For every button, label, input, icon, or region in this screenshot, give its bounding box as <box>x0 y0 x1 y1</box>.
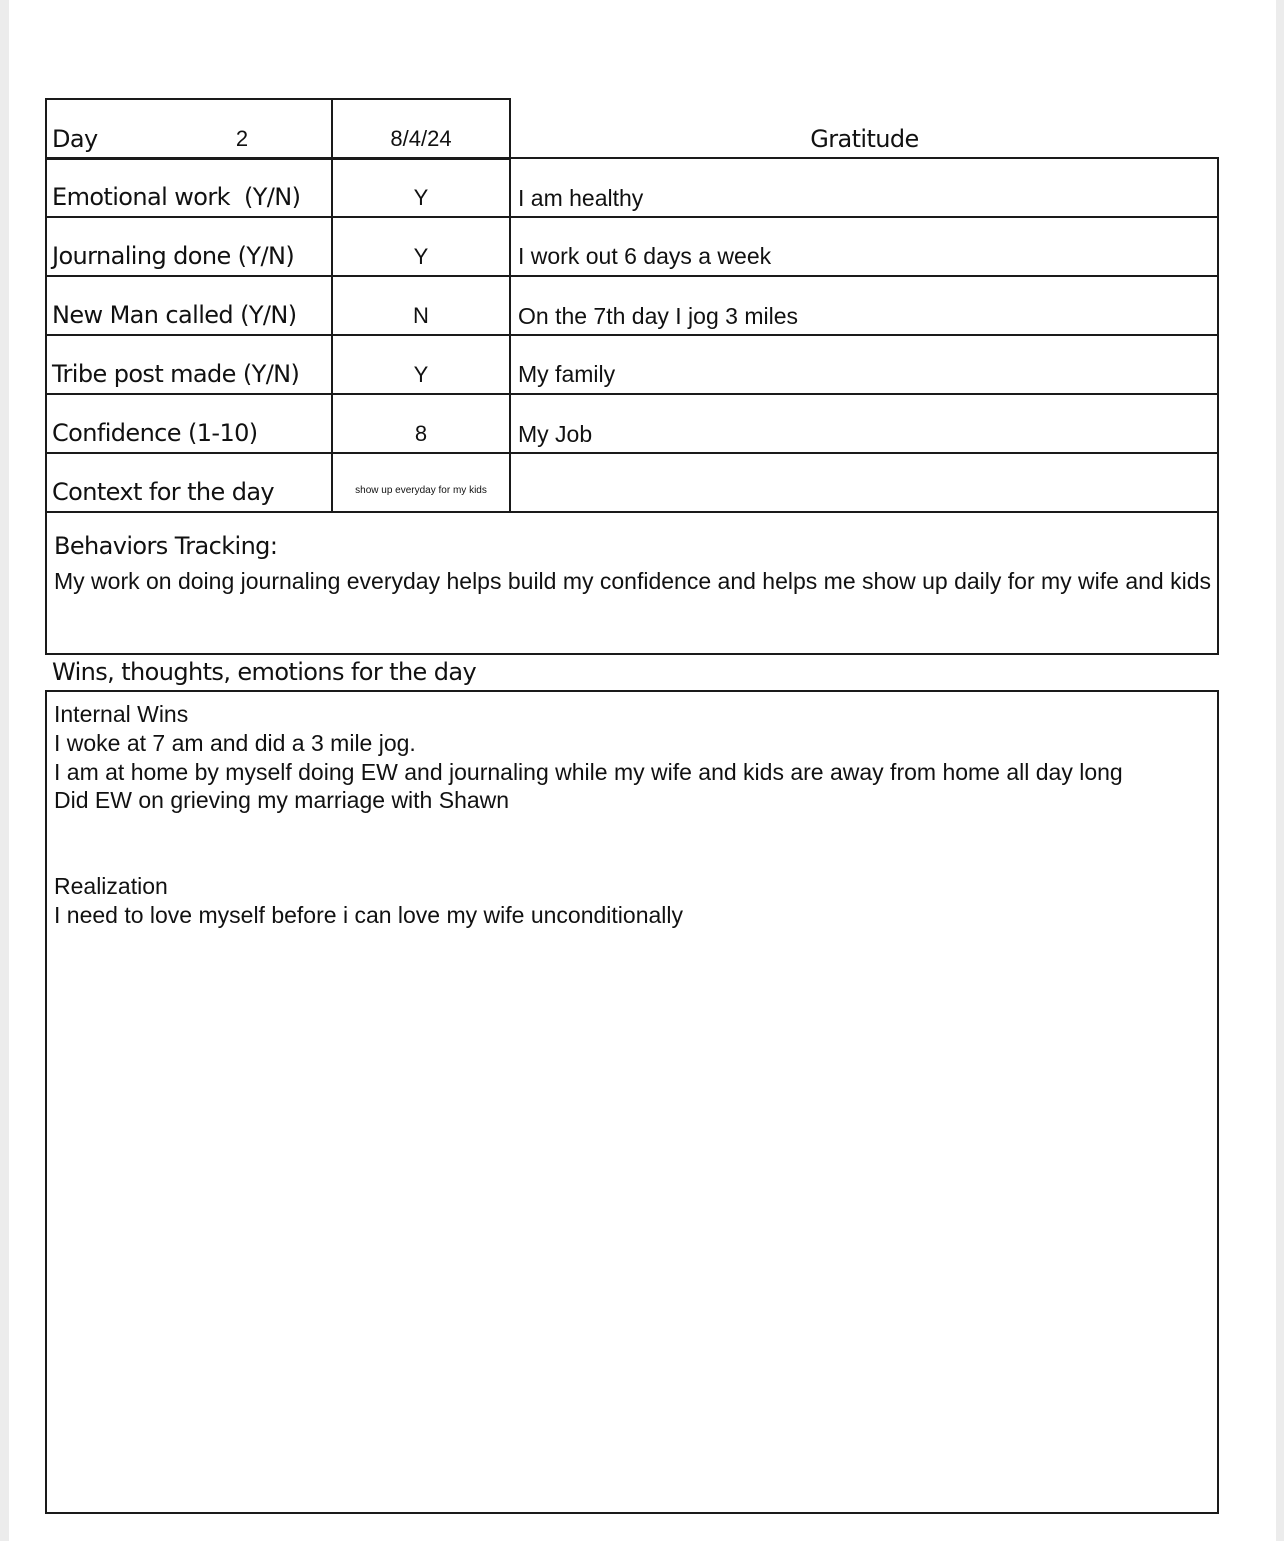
new-man-called-label: New Man called (Y/N) <box>52 301 297 329</box>
new-man-called-value[interactable]: N <box>413 303 429 328</box>
emotional-work-value[interactable]: Y <box>413 185 429 210</box>
context-for-day-label: Context for the day <box>52 478 275 506</box>
wins-line: I need to love myself before i can love my wife unconditionally <box>54 902 683 928</box>
journaling-done-value[interactable]: Y <box>413 244 429 269</box>
confidence-value[interactable]: 8 <box>414 421 428 446</box>
gratitude-item-5[interactable]: My Job <box>518 421 593 447</box>
tribe-post-made-label: Tribe post made (Y/N) <box>52 360 300 388</box>
gratitude-item-4[interactable]: My family <box>518 361 616 387</box>
confidence-label: Confidence (1-10) <box>52 419 258 447</box>
day-number[interactable]: 2 <box>235 126 249 151</box>
wins-line: I am at home by myself doing EW and journaling while my wife and kids are away from home all day long <box>54 759 1123 785</box>
page-edge-right <box>1276 0 1284 1541</box>
gratitude-item-3[interactable]: On the 7th day I jog 3 miles <box>518 303 798 329</box>
wins-line: Did EW on grieving my marriage with Shawn <box>54 787 510 813</box>
page-edge-left <box>0 0 9 1541</box>
emotional-work-label: Emotional work (Y/N) <box>52 183 301 211</box>
tribe-post-made-value[interactable]: Y <box>413 362 429 387</box>
row-divider <box>45 393 1219 395</box>
gratitude-item-1[interactable]: I am healthy <box>518 185 644 211</box>
day-label: Day <box>52 125 98 153</box>
row-divider <box>45 334 1219 336</box>
row-divider <box>45 216 1219 218</box>
wins-section-title: Wins, thoughts, emotions for the day <box>52 658 477 686</box>
wins-line: Internal Wins <box>54 701 189 727</box>
gratitude-item-2[interactable]: I work out 6 days a week <box>518 243 772 269</box>
date-value[interactable]: 8/4/24 <box>390 126 452 151</box>
wins-line: I woke at 7 am and did a 3 mile jog. <box>54 730 416 756</box>
behaviors-tracking-text[interactable]: My work on doing journaling everyday helps build my confidence and helps me show up daily for my wife and kids <box>54 568 1211 594</box>
context-for-day-value[interactable]: show up everyday for my kids <box>355 485 487 496</box>
journaling-done-label: Journaling done (Y/N) <box>52 242 295 270</box>
gratitude-title: Gratitude <box>810 125 919 153</box>
behaviors-tracking-title: Behaviors Tracking: <box>54 532 278 560</box>
row-divider <box>45 452 1219 454</box>
row-divider <box>45 275 1219 277</box>
wins-line: Realization <box>54 873 168 899</box>
